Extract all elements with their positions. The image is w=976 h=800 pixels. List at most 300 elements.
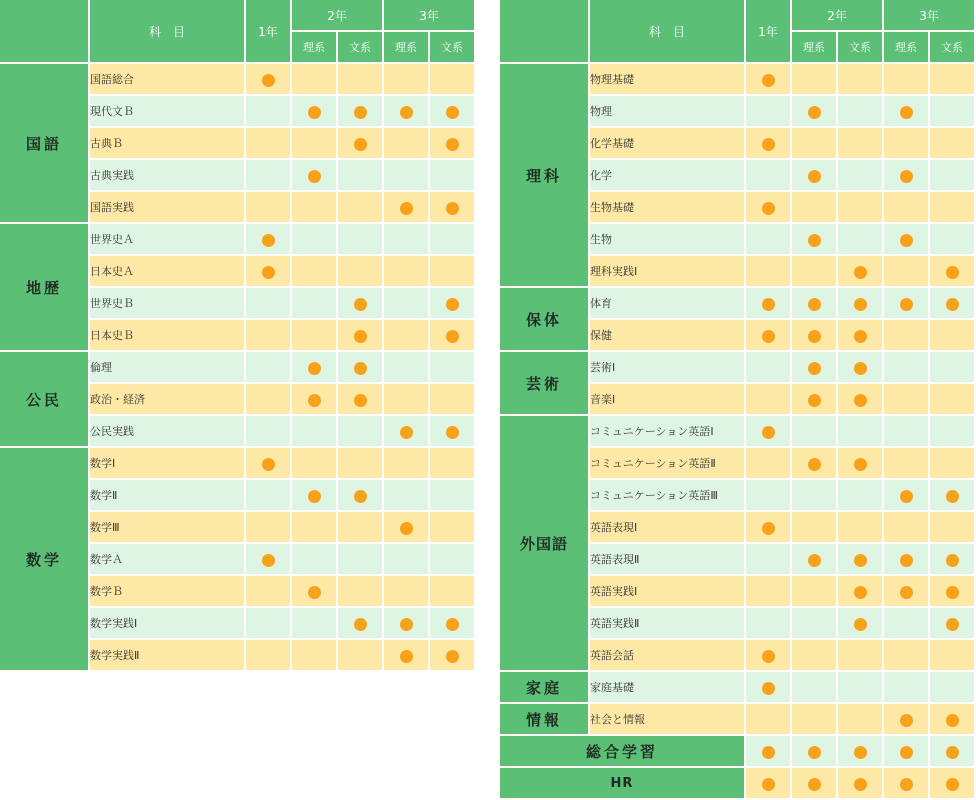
mark-cell bbox=[930, 544, 974, 574]
mark-cell bbox=[746, 416, 790, 446]
mark-dot bbox=[900, 586, 913, 599]
mark-cell bbox=[930, 416, 974, 446]
mark-cell bbox=[884, 384, 928, 414]
mark-cell bbox=[384, 576, 428, 606]
mark-dot bbox=[808, 778, 821, 791]
header-y2-bunkei: 文系 bbox=[338, 32, 382, 62]
mark-dot bbox=[354, 330, 367, 343]
subject-name: 倫理 bbox=[90, 352, 244, 382]
mark-dot bbox=[854, 458, 867, 471]
mark-dot bbox=[308, 362, 321, 375]
mark-dot bbox=[854, 586, 867, 599]
mark-cell bbox=[746, 224, 790, 254]
mark-cell bbox=[430, 512, 474, 542]
mark-cell bbox=[792, 608, 836, 638]
summary-row-label: 総合学習 bbox=[500, 736, 744, 766]
mark-cell bbox=[384, 96, 428, 126]
mark-cell bbox=[338, 128, 382, 158]
mark-dot bbox=[946, 618, 959, 631]
mark-cell bbox=[838, 512, 882, 542]
category-cell: 数学 bbox=[0, 448, 88, 670]
mark-dot bbox=[946, 298, 959, 311]
category-cell: 地歴 bbox=[0, 224, 88, 350]
subject-name: 物理 bbox=[590, 96, 744, 126]
mark-cell bbox=[292, 640, 336, 670]
mark-cell bbox=[930, 384, 974, 414]
mark-cell bbox=[746, 96, 790, 126]
mark-cell bbox=[792, 224, 836, 254]
mark-cell bbox=[792, 352, 836, 382]
mark-cell bbox=[838, 384, 882, 414]
mark-cell bbox=[246, 576, 290, 606]
mark-cell bbox=[884, 608, 928, 638]
mark-cell bbox=[292, 288, 336, 318]
mark-cell bbox=[792, 480, 836, 510]
mark-cell bbox=[338, 384, 382, 414]
mark-cell bbox=[430, 192, 474, 222]
mark-cell bbox=[792, 576, 836, 606]
mark-dot bbox=[808, 746, 821, 759]
mark-cell bbox=[838, 96, 882, 126]
subject-name: 世界史Ｂ bbox=[90, 288, 244, 318]
subject-name: 体育 bbox=[590, 288, 744, 318]
mark-dot bbox=[400, 522, 413, 535]
mark-dot bbox=[308, 490, 321, 503]
mark-cell bbox=[292, 64, 336, 94]
mark-cell bbox=[246, 416, 290, 446]
mark-cell bbox=[384, 544, 428, 574]
mark-dot bbox=[354, 394, 367, 407]
header-subject: 科 目 bbox=[590, 0, 744, 62]
subject-name: 音楽Ⅰ bbox=[590, 384, 744, 414]
header-y2-bunkei: 文系 bbox=[838, 32, 882, 62]
mark-cell bbox=[430, 288, 474, 318]
mark-cell bbox=[430, 256, 474, 286]
mark-dot bbox=[446, 106, 459, 119]
mark-cell bbox=[792, 64, 836, 94]
mark-dot bbox=[854, 362, 867, 375]
mark-cell bbox=[838, 544, 882, 574]
mark-cell bbox=[292, 224, 336, 254]
mark-cell bbox=[792, 672, 836, 702]
header-year3: 3年 bbox=[884, 0, 974, 30]
mark-cell bbox=[930, 96, 974, 126]
mark-cell bbox=[338, 352, 382, 382]
mark-cell bbox=[338, 64, 382, 94]
mark-dot bbox=[262, 458, 275, 471]
mark-cell bbox=[838, 576, 882, 606]
mark-cell bbox=[792, 160, 836, 190]
mark-cell bbox=[838, 64, 882, 94]
mark-cell bbox=[384, 384, 428, 414]
mark-cell bbox=[746, 352, 790, 382]
mark-dot bbox=[354, 106, 367, 119]
mark-dot bbox=[762, 74, 775, 87]
header-category-blank bbox=[0, 0, 88, 62]
mark-cell bbox=[792, 704, 836, 734]
mark-cell bbox=[930, 608, 974, 638]
subject-name: 古典実践 bbox=[90, 160, 244, 190]
mark-cell bbox=[246, 128, 290, 158]
mark-cell bbox=[884, 640, 928, 670]
mark-dot bbox=[946, 586, 959, 599]
mark-dot bbox=[262, 234, 275, 247]
mark-cell bbox=[430, 224, 474, 254]
mark-cell bbox=[384, 160, 428, 190]
mark-cell bbox=[246, 448, 290, 478]
subject-name: 政治・経済 bbox=[90, 384, 244, 414]
mark-cell bbox=[246, 288, 290, 318]
mark-dot bbox=[400, 202, 413, 215]
mark-cell bbox=[246, 512, 290, 542]
mark-cell bbox=[384, 512, 428, 542]
mark-cell bbox=[384, 192, 428, 222]
subject-name: 日本史Ａ bbox=[90, 256, 244, 286]
subject-name: 化学 bbox=[590, 160, 744, 190]
category-cell: 芸術 bbox=[500, 352, 588, 414]
mark-cell bbox=[792, 544, 836, 574]
table-row bbox=[0, 64, 474, 94]
mark-dot bbox=[354, 362, 367, 375]
mark-dot bbox=[808, 458, 821, 471]
mark-cell bbox=[930, 192, 974, 222]
mark-cell bbox=[384, 608, 428, 638]
header-y3-bunkei: 文系 bbox=[930, 32, 974, 62]
mark-cell bbox=[746, 576, 790, 606]
mark-dot bbox=[808, 298, 821, 311]
subject-name: 世界史Ａ bbox=[90, 224, 244, 254]
mark-cell bbox=[746, 704, 790, 734]
mark-cell bbox=[884, 160, 928, 190]
mark-cell bbox=[930, 576, 974, 606]
mark-cell bbox=[746, 320, 790, 350]
mark-cell bbox=[292, 608, 336, 638]
mark-cell bbox=[884, 480, 928, 510]
subject-name: 数学Ａ bbox=[90, 544, 244, 574]
mark-cell bbox=[838, 672, 882, 702]
mark-cell bbox=[838, 416, 882, 446]
mark-cell bbox=[292, 320, 336, 350]
mark-cell bbox=[884, 192, 928, 222]
mark-cell bbox=[384, 288, 428, 318]
mark-cell bbox=[384, 416, 428, 446]
mark-cell bbox=[246, 480, 290, 510]
mark-cell bbox=[792, 416, 836, 446]
mark-cell bbox=[746, 736, 790, 766]
mark-dot bbox=[762, 746, 775, 759]
subject-name: 英語会話 bbox=[590, 640, 744, 670]
mark-cell bbox=[792, 640, 836, 670]
mark-dot bbox=[354, 138, 367, 151]
mark-cell bbox=[292, 192, 336, 222]
mark-cell bbox=[792, 384, 836, 414]
mark-dot bbox=[446, 298, 459, 311]
mark-dot bbox=[808, 394, 821, 407]
mark-cell bbox=[884, 224, 928, 254]
mark-cell bbox=[430, 416, 474, 446]
mark-dot bbox=[354, 618, 367, 631]
mark-cell bbox=[746, 672, 790, 702]
mark-cell bbox=[792, 96, 836, 126]
mark-cell bbox=[292, 576, 336, 606]
header-category-blank bbox=[500, 0, 588, 62]
mark-cell bbox=[746, 64, 790, 94]
mark-cell bbox=[384, 448, 428, 478]
table-row bbox=[500, 672, 974, 702]
mark-cell bbox=[338, 160, 382, 190]
mark-cell bbox=[838, 256, 882, 286]
mark-cell bbox=[292, 352, 336, 382]
mark-cell bbox=[430, 96, 474, 126]
subject-name: 数学Ⅲ bbox=[90, 512, 244, 542]
category-cell: 家庭 bbox=[500, 672, 588, 702]
category-cell: 理科 bbox=[500, 64, 588, 286]
header-year1: 1年 bbox=[246, 0, 290, 62]
mark-dot bbox=[762, 138, 775, 151]
mark-cell bbox=[792, 448, 836, 478]
mark-dot bbox=[946, 746, 959, 759]
mark-dot bbox=[946, 778, 959, 791]
mark-cell bbox=[292, 544, 336, 574]
mark-dot bbox=[946, 490, 959, 503]
mark-cell bbox=[338, 576, 382, 606]
mark-dot bbox=[808, 330, 821, 343]
mark-cell bbox=[430, 608, 474, 638]
header-y3-rikei: 理系 bbox=[384, 32, 428, 62]
subject-name: 数学Ⅱ bbox=[90, 480, 244, 510]
mark-cell bbox=[838, 192, 882, 222]
mark-cell bbox=[792, 128, 836, 158]
category-cell: 国語 bbox=[0, 64, 88, 222]
mark-dot bbox=[900, 234, 913, 247]
mark-cell bbox=[384, 352, 428, 382]
mark-cell bbox=[884, 352, 928, 382]
mark-dot bbox=[354, 298, 367, 311]
mark-cell bbox=[884, 768, 928, 798]
mark-dot bbox=[446, 426, 459, 439]
subject-name: 国語実践 bbox=[90, 192, 244, 222]
mark-cell bbox=[930, 672, 974, 702]
mark-cell bbox=[930, 160, 974, 190]
mark-cell bbox=[430, 352, 474, 382]
left-table-body bbox=[0, 64, 474, 670]
mark-cell bbox=[246, 608, 290, 638]
mark-cell bbox=[884, 576, 928, 606]
mark-cell bbox=[246, 96, 290, 126]
mark-cell bbox=[746, 608, 790, 638]
header-subject: 科 目 bbox=[90, 0, 244, 62]
mark-cell bbox=[838, 736, 882, 766]
mark-cell bbox=[930, 64, 974, 94]
mark-cell bbox=[246, 640, 290, 670]
mark-cell bbox=[930, 352, 974, 382]
table-row bbox=[0, 352, 474, 382]
mark-dot bbox=[446, 202, 459, 215]
mark-cell bbox=[884, 672, 928, 702]
mark-cell bbox=[746, 480, 790, 510]
mark-cell bbox=[746, 192, 790, 222]
mark-cell bbox=[746, 544, 790, 574]
mark-cell bbox=[930, 480, 974, 510]
mark-cell bbox=[384, 256, 428, 286]
subject-name: 英語表現Ⅱ bbox=[590, 544, 744, 574]
mark-cell bbox=[430, 64, 474, 94]
mark-cell bbox=[246, 256, 290, 286]
subject-name: 保健 bbox=[590, 320, 744, 350]
mark-cell bbox=[884, 288, 928, 318]
mark-cell bbox=[746, 256, 790, 286]
mark-cell bbox=[884, 416, 928, 446]
mark-cell bbox=[430, 320, 474, 350]
mark-dot bbox=[762, 778, 775, 791]
mark-cell bbox=[292, 384, 336, 414]
mark-cell bbox=[246, 544, 290, 574]
curriculum-table-left bbox=[0, 0, 476, 672]
mark-dot bbox=[308, 106, 321, 119]
mark-dot bbox=[762, 202, 775, 215]
mark-cell bbox=[292, 96, 336, 126]
mark-cell bbox=[930, 512, 974, 542]
mark-dot bbox=[854, 554, 867, 567]
mark-cell bbox=[430, 384, 474, 414]
mark-cell bbox=[246, 320, 290, 350]
mark-cell bbox=[292, 416, 336, 446]
mark-dot bbox=[808, 362, 821, 375]
table-row bbox=[500, 64, 974, 94]
mark-dot bbox=[808, 234, 821, 247]
mark-dot bbox=[446, 618, 459, 631]
mark-dot bbox=[262, 554, 275, 567]
table-row bbox=[0, 448, 474, 478]
mark-cell bbox=[430, 448, 474, 478]
mark-dot bbox=[808, 170, 821, 183]
mark-cell bbox=[792, 320, 836, 350]
mark-cell bbox=[338, 224, 382, 254]
mark-cell bbox=[292, 512, 336, 542]
mark-cell bbox=[292, 480, 336, 510]
table-row bbox=[500, 416, 974, 446]
mark-cell bbox=[384, 224, 428, 254]
mark-cell bbox=[430, 128, 474, 158]
subject-name: 家庭基礎 bbox=[590, 672, 744, 702]
right-table-body bbox=[500, 64, 974, 798]
mark-dot bbox=[308, 394, 321, 407]
mark-cell bbox=[746, 160, 790, 190]
mark-dot bbox=[946, 554, 959, 567]
subject-name: 生物基礎 bbox=[590, 192, 744, 222]
mark-dot bbox=[854, 298, 867, 311]
category-cell: 公民 bbox=[0, 352, 88, 446]
mark-dot bbox=[946, 266, 959, 279]
mark-cell bbox=[384, 480, 428, 510]
mark-cell bbox=[792, 256, 836, 286]
mark-dot bbox=[762, 298, 775, 311]
mark-cell bbox=[292, 256, 336, 286]
category-cell: 情報 bbox=[500, 704, 588, 734]
mark-cell bbox=[838, 288, 882, 318]
mark-dot bbox=[762, 426, 775, 439]
subject-name: 数学実践Ⅱ bbox=[90, 640, 244, 670]
mark-dot bbox=[900, 298, 913, 311]
mark-cell bbox=[930, 288, 974, 318]
mark-dot bbox=[854, 330, 867, 343]
mark-cell bbox=[246, 384, 290, 414]
mark-cell bbox=[430, 544, 474, 574]
mark-dot bbox=[262, 74, 275, 87]
mark-dot bbox=[900, 554, 913, 567]
subject-name: 理科実践Ⅰ bbox=[590, 256, 744, 286]
mark-dot bbox=[900, 106, 913, 119]
mark-cell bbox=[746, 128, 790, 158]
header-y3-rikei: 理系 bbox=[884, 32, 928, 62]
subject-name: 社会と情報 bbox=[590, 704, 744, 734]
mark-dot bbox=[854, 746, 867, 759]
subject-name: 数学実践Ⅰ bbox=[90, 608, 244, 638]
mark-cell bbox=[430, 160, 474, 190]
mark-dot bbox=[854, 618, 867, 631]
mark-cell bbox=[930, 448, 974, 478]
mark-cell bbox=[246, 352, 290, 382]
mark-cell bbox=[930, 704, 974, 734]
mark-cell bbox=[884, 544, 928, 574]
header-y3-bunkei: 文系 bbox=[430, 32, 474, 62]
mark-cell bbox=[838, 160, 882, 190]
mark-cell bbox=[838, 224, 882, 254]
mark-dot bbox=[308, 170, 321, 183]
table-row bbox=[500, 288, 974, 318]
subject-name: 生物 bbox=[590, 224, 744, 254]
mark-cell bbox=[838, 448, 882, 478]
mark-cell bbox=[746, 448, 790, 478]
mark-cell bbox=[246, 160, 290, 190]
subject-name: 公民実践 bbox=[90, 416, 244, 446]
subject-name: 国語総合 bbox=[90, 64, 244, 94]
header-year1: 1年 bbox=[746, 0, 790, 62]
mark-cell bbox=[746, 640, 790, 670]
mark-cell bbox=[838, 608, 882, 638]
header-y2-rikei: 理系 bbox=[792, 32, 836, 62]
mark-dot bbox=[400, 106, 413, 119]
mark-cell bbox=[884, 320, 928, 350]
mark-dot bbox=[400, 426, 413, 439]
mark-dot bbox=[446, 138, 459, 151]
table-row bbox=[500, 768, 974, 798]
mark-cell bbox=[246, 224, 290, 254]
mark-cell bbox=[384, 128, 428, 158]
mark-cell bbox=[338, 512, 382, 542]
mark-cell bbox=[384, 320, 428, 350]
subject-name: 日本史Ｂ bbox=[90, 320, 244, 350]
mark-cell bbox=[292, 128, 336, 158]
mark-cell bbox=[746, 384, 790, 414]
mark-dot bbox=[808, 554, 821, 567]
mark-dot bbox=[854, 266, 867, 279]
mark-dot bbox=[762, 650, 775, 663]
mark-dot bbox=[762, 330, 775, 343]
category-cell: 保体 bbox=[500, 288, 588, 350]
mark-cell bbox=[338, 288, 382, 318]
mark-cell bbox=[838, 128, 882, 158]
mark-cell bbox=[838, 352, 882, 382]
curriculum-table-right bbox=[498, 0, 976, 800]
subject-name: 芸術Ⅰ bbox=[590, 352, 744, 382]
mark-dot bbox=[900, 746, 913, 759]
subject-name: 英語実践Ⅰ bbox=[590, 576, 744, 606]
mark-cell bbox=[884, 736, 928, 766]
mark-cell bbox=[430, 480, 474, 510]
mark-cell bbox=[338, 96, 382, 126]
subject-name: 英語表現Ⅰ bbox=[590, 512, 744, 542]
